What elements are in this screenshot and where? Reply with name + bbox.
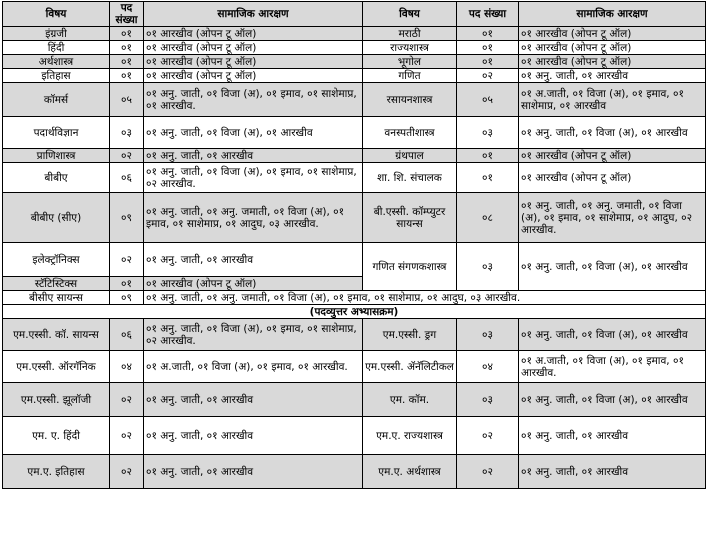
reservation-cell: ०१ आरखीव (ओपन टू ऑल): [519, 149, 706, 163]
posts-cell: ०२: [110, 417, 144, 455]
subject-cell: एम.एस्सी. ॲनॅलिटीकल: [363, 351, 457, 383]
posts-cell: ०२: [110, 383, 144, 417]
reservation-cell: ०१ आरखीव (ओपन टू ऑल): [144, 69, 363, 83]
posts-cell: ०६: [110, 163, 144, 193]
reservation-cell: ०१ आरखीव (ओपन टू ऑल): [144, 55, 363, 69]
posts-cell: ०३: [457, 383, 519, 417]
reservation-cell: ०१ अनु. जाती, ०१ आरखीव: [144, 417, 363, 455]
subject-cell: पदार्थविज्ञान: [3, 117, 110, 149]
posts-cell: ०८: [457, 193, 519, 243]
header-row: [3, 2, 706, 27]
subject-cell: गणित संगणकशास्त्र: [363, 243, 457, 291]
posts-cell: ०२: [457, 69, 519, 83]
header-posts: पद संख्या: [457, 2, 519, 27]
posts-cell: ०१: [110, 55, 144, 69]
subject-cell: एम. ए. हिंदी: [3, 417, 110, 455]
reservation-cell: ०१ अनु. जाती, ०१ आरखीव: [144, 383, 363, 417]
section-row: [3, 305, 706, 319]
posts-cell: ०२: [457, 455, 519, 489]
reservation-cell: ०१ अनु. जाती, ०१ विजा (अ), ०१ आरखीव: [519, 319, 706, 351]
reservation-cell: ०१ अनु. जाती, ०१ आरखीव: [519, 417, 706, 455]
reservation-cell: ०१ अ.जाती, ०१ विजा (अ), ०१ इमाव, ०१ आरखीव.: [519, 351, 706, 383]
table-row: [3, 55, 706, 69]
posts-cell: ०३: [457, 319, 519, 351]
subject-cell: एम.ए. अर्थशास्त्र: [363, 455, 457, 489]
subject-cell: बीसीए सायन्स: [3, 291, 110, 305]
table-row: [3, 149, 706, 163]
reservation-cell: ०१ आरखीव (ओपन टू ऑल): [144, 27, 363, 41]
posts-cell: ०१: [110, 69, 144, 83]
reservation-table: [2, 1, 706, 489]
reservation-cell: ०१ आरखीव (ओपन टू ऑल): [519, 55, 706, 69]
subject-cell: इतिहास: [3, 69, 110, 83]
reservation-cell: ०१ अनु. जाती, ०१ विजा (अ), ०१ आरखीव: [519, 117, 706, 149]
posts-cell: ०१: [457, 163, 519, 193]
posts-cell: ०९: [110, 291, 144, 305]
reservation-cell: ०१ अनु. जाती, ०१ विजा (अ), ०१ आरखीव: [519, 243, 706, 291]
table-row: [3, 417, 706, 455]
subject-cell: प्राणिशास्त्र: [3, 149, 110, 163]
reservation-cell: ०१ अनु. जाती, ०१ आरखीव: [144, 149, 363, 163]
posts-cell: ०१: [457, 149, 519, 163]
reservation-cell: ०१ अनु. जाती, ०१ विजा (अ), ०१ इमाव, ०१ साशेमाप्र, ०२ आरखीव.: [144, 163, 363, 193]
posts-cell: ०२: [457, 417, 519, 455]
subject-cell: इंग्रजी: [3, 27, 110, 41]
subject-cell: स्टॅटिस्टिक्स: [3, 277, 110, 291]
header-subject: विषय: [363, 2, 457, 27]
subject-cell: गणित: [363, 69, 457, 83]
table-row: [3, 83, 706, 117]
reservation-cell: ०१ अनु. जाती, ०१ अनु. जमाती, ०१ विजा (अ), ०१ इमाव, ०१ साशेमाप्र, ०१ आदुघ, ०२ आरखीव.: [519, 193, 706, 243]
reservation-cell: ०१ आरखीव (ओपन टू ऑल): [519, 41, 706, 55]
table-row: [3, 383, 706, 417]
posts-cell: ०२: [110, 243, 144, 277]
section-title: (पदव्युत्तर अभ्यासक्रम): [3, 305, 706, 319]
posts-cell: ०१: [110, 277, 144, 291]
posts-cell: ०५: [457, 83, 519, 117]
subject-cell: रसायनशास्त्र: [363, 83, 457, 117]
reservation-cell: ०१ आरखीव (ओपन टू ऑल): [144, 277, 363, 291]
table-row: [3, 41, 706, 55]
header-subject: विषय: [3, 2, 110, 27]
subject-cell: एम.एस्सी. ऑरगॅनिक: [3, 351, 110, 383]
posts-cell: ०१: [457, 55, 519, 69]
table-row: [3, 319, 706, 351]
subject-cell: हिंदी: [3, 41, 110, 55]
subject-cell: एम.ए. राज्यशास्त्र: [363, 417, 457, 455]
reservation-cell: ०१ अनु. जाती, ०१ विजा (अ), ०१ इमाव, ०१ साशेमाप्र, ०१ आरखीव.: [144, 83, 363, 117]
reservation-cell: ०१ आरखीव (ओपन टू ऑल): [519, 163, 706, 193]
subject-cell: राज्यशास्त्र: [363, 41, 457, 55]
subject-cell: वनस्पतीशास्त्र: [363, 117, 457, 149]
posts-cell: ०१: [457, 41, 519, 55]
posts-cell: ०१: [110, 27, 144, 41]
reservation-cell: ०१ अनु. जाती, ०१ आरखीव: [519, 455, 706, 489]
reservation-cell: ०१ अनु. जाती, ०१ आरखीव: [519, 69, 706, 83]
reservation-cell: ०१ अनु. जाती, ०१ विजा (अ), ०१ इमाव, ०१ साशेमाप्र, ०२ आरखीव.: [144, 319, 363, 351]
subject-cell: एम.ए. इतिहास: [3, 455, 110, 489]
header-reservation: सामाजिक आरक्षण: [144, 2, 363, 27]
subject-cell: शा. शि. संचालक: [363, 163, 457, 193]
posts-cell: ०२: [110, 149, 144, 163]
table-row: [3, 455, 706, 489]
table-row: [3, 243, 706, 277]
subject-cell: इलेक्ट्रॉनिक्स: [3, 243, 110, 277]
reservation-cell: ०१ अनु. जाती, ०१ आरखीव: [144, 243, 363, 277]
reservation-cell: ०१ अनु. जाती, ०१ अनु. जमाती, ०१ विजा (अ), ०१ इमाव, ०१ साशेमाप्र, ०१ आदुघ, ०३ आरखीव.: [144, 193, 363, 243]
posts-cell: ०३: [110, 117, 144, 149]
posts-cell: ०४: [110, 351, 144, 383]
table-row: [3, 27, 706, 41]
subject-cell: बी.एस्सी. कॉम्प्युटर सायन्स: [363, 193, 457, 243]
reservation-cell: ०१ आरखीव (ओपन टू ऑल): [519, 27, 706, 41]
subject-cell: एम. कॉम.: [363, 383, 457, 417]
header-reservation: सामाजिक आरक्षण: [519, 2, 706, 27]
reservation-cell: ०१ आरखीव (ओपन टू ऑल): [144, 41, 363, 55]
posts-cell: ०६: [110, 319, 144, 351]
posts-cell: ०३: [457, 243, 519, 291]
subject-cell: कॉमर्स: [3, 83, 110, 117]
subject-cell: भूगोल: [363, 55, 457, 69]
posts-cell: ०१: [110, 41, 144, 55]
subject-cell: अर्थशास्त्र: [3, 55, 110, 69]
table-row: [3, 351, 706, 383]
subject-cell: एम.एस्सी. कॉ. सायन्स: [3, 319, 110, 351]
posts-cell: ०३: [457, 117, 519, 149]
table-row: [3, 69, 706, 83]
subject-cell: ग्रंथपाल: [363, 149, 457, 163]
posts-cell: ०४: [457, 351, 519, 383]
reservation-cell: ०१ अ.जाती, ०१ विजा (अ), ०१ इमाव, ०१ आरखीव.: [144, 351, 363, 383]
subject-cell: एम.एस्सी. झूलॉजी: [3, 383, 110, 417]
subject-cell: एम.एस्सी. ड्रग: [363, 319, 457, 351]
posts-cell: ०२: [110, 455, 144, 489]
subject-cell: मराठी: [363, 27, 457, 41]
reservation-cell: ०१ अनु. जाती, ०१ आरखीव: [144, 455, 363, 489]
table-row: [3, 163, 706, 193]
reservation-cell: ०१ अनु. जाती, ०१ विजा (अ), ०१ आरखीव: [519, 383, 706, 417]
posts-cell: ०९: [110, 193, 144, 243]
posts-cell: ०१: [457, 27, 519, 41]
table-row: [3, 117, 706, 149]
posts-cell: ०५: [110, 83, 144, 117]
subject-cell: बीबीए: [3, 163, 110, 193]
reservation-cell: ०१ अ.जाती, ०१ विजा (अ), ०१ इमाव, ०१ साशेमाप्र, ०१ आरखीव: [519, 83, 706, 117]
reservation-cell: ०१ अनु. जाती, ०१ विजा (अ), ०१ आरखीव: [144, 117, 363, 149]
subject-cell: बीबीए (सीए): [3, 193, 110, 243]
header-posts: पद संख्या: [110, 2, 144, 27]
table-row: [3, 291, 706, 305]
reservation-cell: ०१ अनु. जाती, ०१ अनु. जमाती, ०१ विजा (अ), ०१ इमाव, ०१ साशेमाप्र, ०१ आदुघ, ०३ आरखीव.: [144, 291, 706, 305]
table-row: [3, 193, 706, 243]
